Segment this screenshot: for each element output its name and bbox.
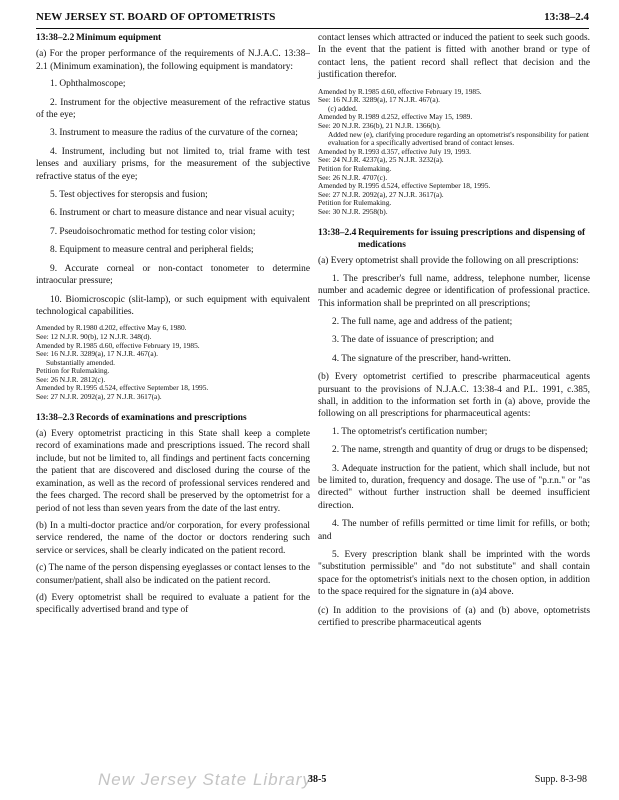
amendment-line: Petition for Rulemaking. xyxy=(36,366,110,376)
amendment-line: Amended by R.1985 d.60, effective February 19, 1985. xyxy=(318,86,482,96)
equipment-item: 10. Biomicroscopic (slit-lamp), or such equipment with equivalent technological capabilities. xyxy=(36,294,310,317)
amendment-line: Amended by R.1985 d.60, effective February 19, 1985. xyxy=(36,340,200,350)
amendment-line: Amended by R.1995 d.524, effective September 18, 1995. xyxy=(36,383,209,393)
section-2-4-b: (b) Every optometrist certified to prescribe pharmaceutical agents pursuant to the provisions of N.J.A.C. 13:38-4 and P.L. 1991, c.385, shall, in addition to the information set forth in (a) above, provide the following on all prescriptions for pharmaceutical agents: xyxy=(318,372,590,420)
section-2-3-para: (c) The name of the person dispensing eyeglasses or contact lenses to the consumer/patient, shall also be indicated on the patient record. xyxy=(36,563,310,586)
amendment-line: Amended by R.1980 d.202, effective May 6, 1980. xyxy=(36,323,187,333)
chapter-title: NEW JERSEY ST. BOARD OF OPTOMETRISTS xyxy=(36,11,276,23)
section-2-4-c: (c) In addition to the provisions of (a) and (b) above, optometrists certified to prescribe pharmaceutical agents xyxy=(318,605,590,629)
amendment-line: See: 30 N.J.R. 2958(b). xyxy=(318,206,388,216)
section-2-3-number: 13:38–2.3 xyxy=(36,412,75,423)
amendment-line: See: 16 N.J.R. 3289(a), 17 N.J.R. 467(a). xyxy=(36,349,158,359)
section-2-4-intro: (a) Every optometrist shall provide the following on all prescriptions: xyxy=(318,256,579,267)
amendment-line: See: 27 N.J.R. 2092(a), 27 N.J.R. 3617(a). xyxy=(318,189,444,199)
page-footer xyxy=(0,770,619,794)
section-2-3-para: (d) Every optometrist shall be required to evaluate a patient for the specifically advertised brand and type of xyxy=(36,592,310,616)
amendment-line: See: 20 N.J.R. 236(b), 21 N.J.R. 1366(b). xyxy=(318,121,441,130)
prescription-item: 2. The full name, age and address of the patient; xyxy=(332,316,513,327)
pharma-item: 4. The number of refills permitted or time limit for refills, or both; and xyxy=(318,519,590,542)
left-column xyxy=(36,32,310,622)
equipment-item: 4. Instrument, including but not limited to, trial frame with test lenses and auxiliary prisms, for the measurement of the subjective refractive status of the eye; xyxy=(36,146,310,182)
amendment-line: See: 27 N.J.R. 2092(a), 27 N.J.R. 3617(a). xyxy=(36,392,162,402)
section-2-3-para: (a) Every optometrist practicing in this State shall keep a complete record of examinations made and prescriptions issued. The record shall include, but not be limited to, all findings and pertinent facts concerning the patient that are discovered and disclosed during the course of the examination, as well as the record of professional services rendered and the fees charged. The record shall be preserved by the optometrist for a period of not less than seven years from the date of the last entry. xyxy=(36,429,310,514)
section-number: 13:38–2.4 xyxy=(544,11,589,23)
amendment-line: Substantially amended. xyxy=(46,357,115,367)
equipment-item: 9. Accurate corneal or non-contact tonometer to determine intraocular pressure; xyxy=(36,263,310,287)
pharma-item: 3. Adequate instruction for the patient, which shall include, but not be limited to, duration, frequency and dosage. The use of "p.r.n." or "as directed" without further instruction shall be deemed insufficient direction. xyxy=(318,463,590,511)
amendment-line: Petition for Rulemaking. xyxy=(318,198,392,208)
section-2-3-para: (b) In a multi-doctor practice and/or corporation, for every professional service rendered, the name of the doctor or doctors rendering such service or services, shall be clearly indicated on the patient record. xyxy=(36,520,310,556)
prescription-item: 1. The prescriber's full name, address, telephone number, license number and academic degree or identification of professional practice. This information shall be preprinted on all prescriptions; xyxy=(318,273,590,309)
section-2-2-amendments xyxy=(36,324,310,401)
amendment-line: See: 26 N.J.R. 2812(c). xyxy=(36,374,106,384)
section-2-4-number: 13:38–2.4 xyxy=(318,227,357,238)
section-2-4-heading xyxy=(318,227,590,252)
equipment-item: 2. Instrument for the objective measurement of the refractive status of the eye; xyxy=(36,97,310,121)
library-watermark-logo: New Jersey State Library xyxy=(98,770,312,789)
amendment-line: Petition for Rulemaking. xyxy=(318,163,392,173)
prescription-item: 4. The signature of the prescriber, hand-written. xyxy=(332,353,511,364)
section-2-3-heading xyxy=(36,412,310,424)
section-2-4-title: Requirements for issuing prescriptions and dispensing of medications xyxy=(358,227,586,250)
supplement-date: Supp. 8-3-98 xyxy=(534,774,587,785)
amendment-line: See: 26 N.J.R. 4707(c). xyxy=(318,172,388,182)
section-2-2-intro: (a) For the proper performance of the requirements of N.J.A.C. 13:38–2.1 (Minimum examination), the following equipment is mandatory: xyxy=(36,49,310,72)
section-2-2-number: 13:38–2.2 xyxy=(36,33,75,43)
running-header xyxy=(36,8,589,29)
equipment-item: 7. Pseudoisochromatic method for testing color vision; xyxy=(50,226,256,237)
equipment-item: 6. Instrument or chart to measure distance and near visual acuity; xyxy=(50,208,295,219)
section-2-2-heading xyxy=(36,32,310,44)
section-2-3-amendments xyxy=(318,88,590,217)
section-2-3-continuation: contact lenses which attracted or induced the patient to seek such goods. In the event that the patient is fitted with another brand or type of contact lens, the patient record shall reflect that decision and the justification therefor. xyxy=(318,33,590,81)
amendment-line: See: 24 N.J.R. 4237(a), 25 N.J.R. 3232(a). xyxy=(318,155,444,165)
equipment-item: 3. Instrument to measure the radius of the curvature of the cornea; xyxy=(50,128,298,139)
amendment-line: See: 12 N.J.R. 90(b), 12 N.J.R. 348(d). xyxy=(36,331,152,341)
amendment-line: See: 16 N.J.R. 3289(a), 17 N.J.R. 467(a). xyxy=(318,95,440,105)
equipment-item: 8. Equipment to measure central and peripheral fields; xyxy=(50,245,254,256)
amendment-line: Amended by R.1995 d.524, effective September 18, 1995. xyxy=(318,181,491,191)
amendment-line: Added new (e), clarifying procedure regarding an optometrist's responsibility for patient evaluation for a specifically advertised brand of contact lenses. xyxy=(328,129,589,148)
pharma-item: 2. The name, strength and quantity of drug or drugs to be dispensed; xyxy=(332,445,589,456)
pharma-item: 1. The optometrist's certification number; xyxy=(332,426,488,437)
prescription-item: 3. The date of issuance of prescription; and xyxy=(332,335,494,346)
equipment-item: 5. Test objectives for steropsis and fusion; xyxy=(50,190,208,201)
right-column xyxy=(318,32,590,635)
amendment-line: (c) added. xyxy=(328,103,358,113)
amendment-line: Amended by R.1993 d.357, effective July 19, 1993. xyxy=(318,146,471,156)
section-2-2-title: Minimum equipment xyxy=(76,33,162,43)
section-2-3-title: Records of examinations and prescriptions xyxy=(76,412,247,423)
page-number: 38-5 xyxy=(308,774,327,785)
equipment-item: 1. Ophthalmoscope; xyxy=(50,79,126,90)
amendment-line: Amended by R.1989 d.252, effective May 15, 1989. xyxy=(318,112,473,122)
pharma-item: 5. Every prescription blank shall be imprinted with the words "substitution permissible" and "do not substitute" and shall contain space for the optometrist's initials next to the chosen option, in addition to the space required for the signature in (a)4 above. xyxy=(318,550,590,598)
